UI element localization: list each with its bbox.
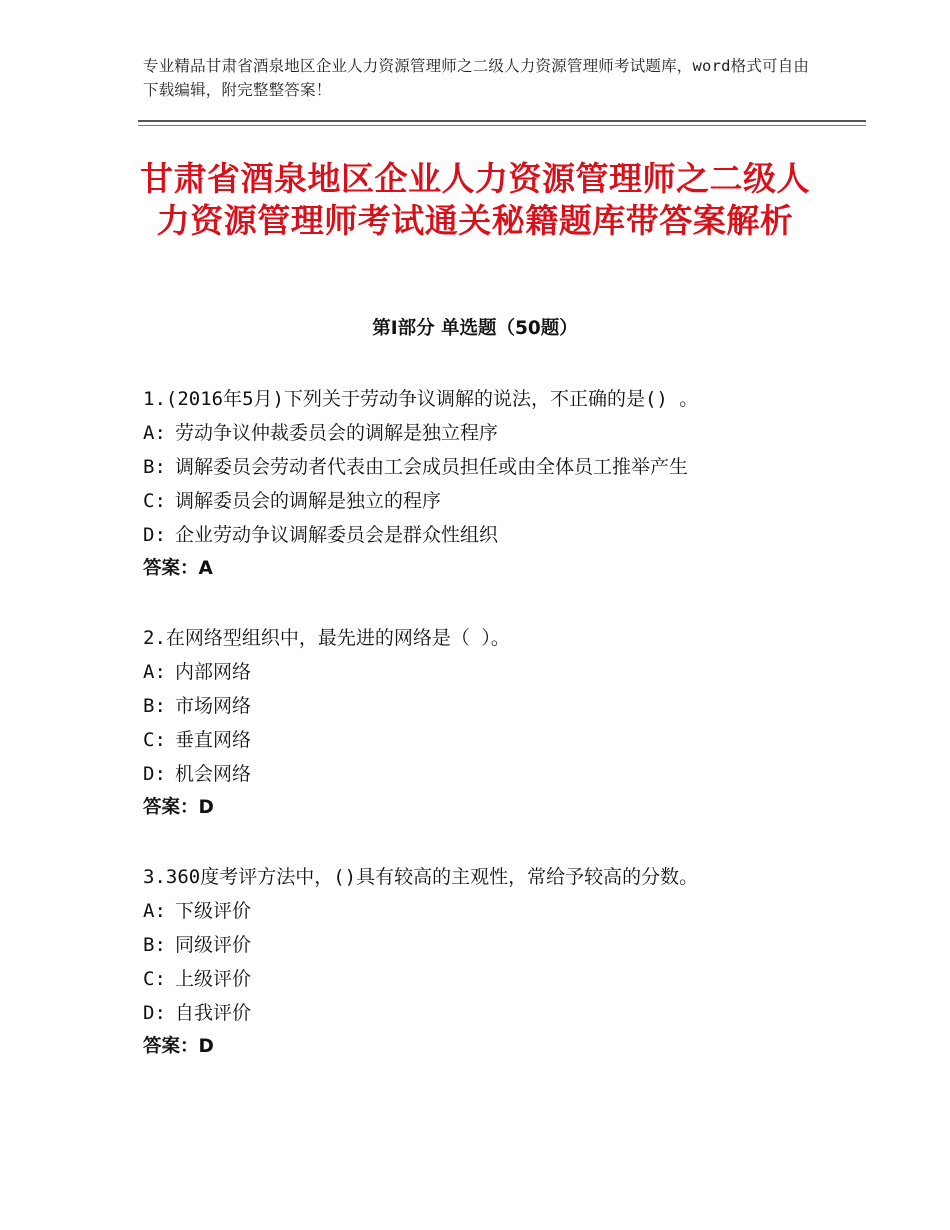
option-letter: A: <box>143 900 166 922</box>
option-letter: C: <box>143 968 166 990</box>
option-text: 劳动争议仲裁委员会的调解是独立程序 <box>175 422 499 444</box>
section-title: 第Ⅰ部分 单选题（50题） <box>372 318 578 339</box>
answer-line <box>143 791 863 825</box>
option-d <box>143 518 863 552</box>
option-letter: C: <box>143 729 166 751</box>
option-text: 同级评价 <box>175 934 252 956</box>
option-c <box>143 484 863 518</box>
answer-label: 答案： <box>143 1036 199 1057</box>
option-letter: A: <box>143 422 166 444</box>
option-d <box>143 996 863 1030</box>
option-letter: D: <box>143 1002 166 1024</box>
header-divider-thick <box>138 120 866 122</box>
option-letter: B: <box>143 695 166 717</box>
answer-label: 答案： <box>143 797 199 818</box>
question-3 <box>143 860 863 1064</box>
option-text: 机会网络 <box>175 763 252 785</box>
option-b <box>143 689 863 723</box>
option-d <box>143 757 863 791</box>
question-list <box>143 382 863 1099</box>
answer-line <box>143 1030 863 1064</box>
option-text: 上级评价 <box>175 968 252 990</box>
answer-value: A <box>198 558 213 579</box>
document-title: 甘肃省酒泉地区企业人力资源管理师之二级人力资源管理师考试通关秘籍题库带答案解析 <box>140 159 810 240</box>
question-stem: 3.360度考评方法中，()具有较高的主观性，常给予较高的分数。 <box>143 866 699 888</box>
option-letter: D: <box>143 763 166 785</box>
option-c <box>143 723 863 757</box>
option-text: 企业劳动争议调解委员会是群众性组织 <box>175 524 499 546</box>
option-c <box>143 962 863 996</box>
question-stem: 2.在网络型组织中，最先进的网络是（ ）。 <box>143 627 510 649</box>
option-letter: A: <box>143 661 166 683</box>
header-note: 专业精品甘肃省酒泉地区企业人力资源管理师之二级人力资源管理师考试题库，word格式可自由下载编辑，附完整整答案！ <box>143 57 810 99</box>
header-divider-thin <box>138 125 866 126</box>
answer-value: D <box>198 797 214 818</box>
option-text: 下级评价 <box>175 900 252 922</box>
option-b <box>143 928 863 962</box>
answer-line <box>143 552 863 586</box>
option-b <box>143 450 863 484</box>
option-a <box>143 416 863 450</box>
option-text: 自我评价 <box>175 1002 252 1024</box>
option-a <box>143 894 863 928</box>
option-text: 调解委员会劳动者代表由工会成员担任或由全体员工推举产生 <box>175 456 689 478</box>
option-text: 市场网络 <box>175 695 252 717</box>
answer-value: D <box>198 1036 214 1057</box>
option-text: 垂直网络 <box>175 729 252 751</box>
question-1 <box>143 382 863 586</box>
option-text: 内部网络 <box>175 661 252 683</box>
option-letter: B: <box>143 456 166 478</box>
option-letter: D: <box>143 524 166 546</box>
question-stem: 1.(2016年5月)下列关于劳动争议调解的说法，不正确的是() 。 <box>143 388 699 410</box>
answer-label: 答案： <box>143 558 199 579</box>
option-letter: B: <box>143 934 166 956</box>
option-letter: C: <box>143 490 166 512</box>
option-text: 调解委员会的调解是独立的程序 <box>175 490 442 512</box>
option-a <box>143 655 863 689</box>
question-2 <box>143 621 863 825</box>
